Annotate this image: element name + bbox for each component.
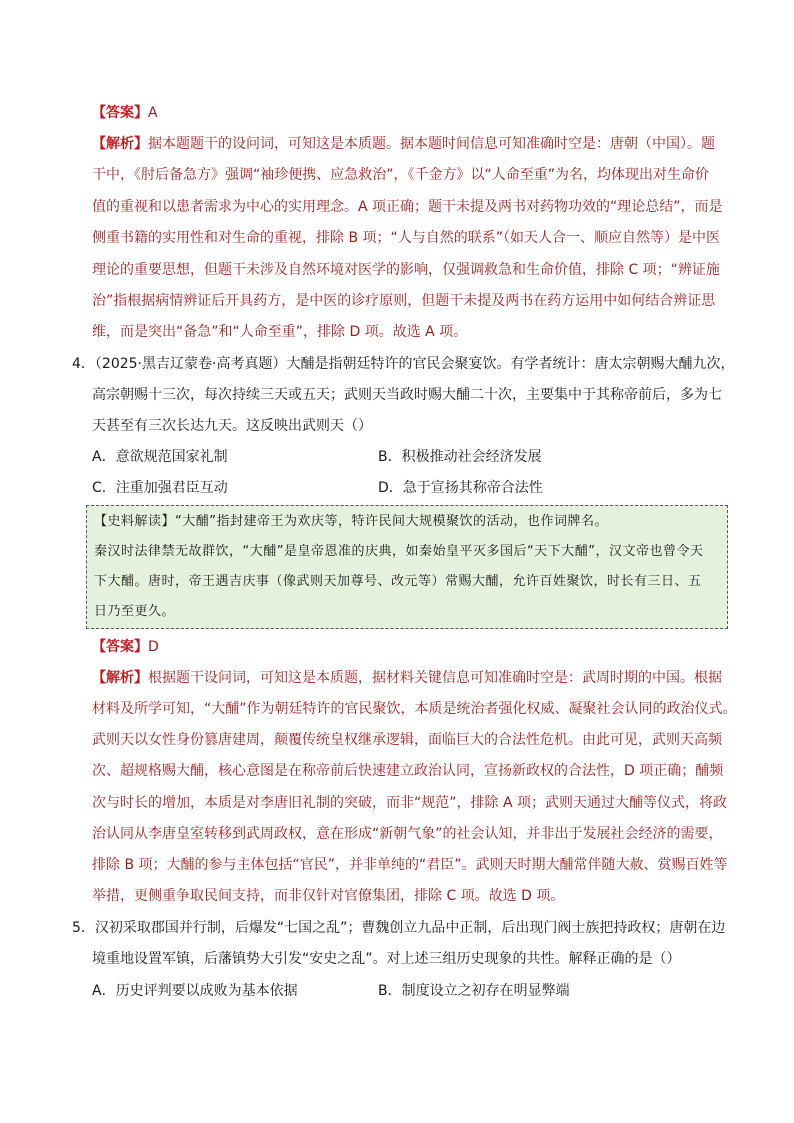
- analysis-2-line-5: 次与时长的增加，本质是对李唐旧礼制的突破，而非“规范”，排除 A 项；武则天通过大酺等仪式，将政: [92, 795, 727, 811]
- analysis-1-line-4: 侧重书籍的实用性和对生命的重视，排除 B 项；“人与自然的联系”（如天人合一、顺应自然等）是中医: [92, 230, 721, 246]
- question-5-line-2: 境重地设置军镇，后藩镇势大引发“安史之乱”。对上述三组历史现象的共性。解释正确的是（）: [92, 951, 681, 967]
- analysis-tag: 【解析】: [92, 136, 148, 152]
- question-5-option-a[interactable]: A．历史评判要以成败为基本依据: [92, 983, 298, 999]
- question-4-option-b[interactable]: B．积极推动社会经济发展: [378, 449, 542, 465]
- analysis-1-line-7: 维，而是突出“备急”和“人命至重”，排除 D 项。故选 A 项。: [92, 324, 468, 340]
- analysis-1-line-1: [92, 135, 715, 153]
- history-note-box: [86, 505, 728, 629]
- analysis-1-text: 据本题题干的设问词，可知这是本质题。据本题时间信息可知准确时空是：唐朝（中国）。题: [148, 136, 715, 152]
- question-4-stem: （2025·黑吉辽蒙卷·高考真题）大酺是指朝廷特许的官民会聚宴饮。有学者统计：唐太宗朝赐大酺九次，: [94, 356, 735, 372]
- question-number: 4．: [72, 356, 95, 372]
- answer-value: D: [148, 639, 159, 655]
- answer-tag: 【答案】: [92, 639, 148, 655]
- question-5-line-1: [72, 919, 725, 937]
- analysis-2-line-2: 材料及所学可知，“大酺”作为朝廷特许的官民聚饮，本质是统治者强化权威、凝聚社会认同的政治仪式。: [92, 701, 737, 717]
- history-note-line-4: 日乃至更久。: [94, 604, 176, 619]
- analysis-1-line-3: 值的重视和以患者需求为中心的实用理念。A 项正确；题干未提及两书对药物功效的“理论总结”，而是: [92, 199, 723, 215]
- question-number: 5．: [72, 920, 95, 936]
- question-4-option-c[interactable]: C．注重加强君臣互动: [92, 480, 228, 496]
- question-4-line-1: [72, 355, 734, 373]
- analysis-tag: 【解析】: [92, 670, 148, 686]
- history-note-line-2: 秦汉时法律禁无故群饮，“大酺”是皇帝恩准的庆典，如秦始皇平灭多国后“天下大酺”，汉文帝也曾令天: [94, 544, 704, 559]
- question-5-stem: 汉初采取郡国并行制，后爆发“七国之乱”；曹魏创立九品中正制，后出现门阀士族把持政权；唐朝在边: [94, 920, 726, 936]
- question-4-option-a[interactable]: A．意欲规范国家礼制: [92, 449, 228, 465]
- analysis-1-line-2: 干中，《肘后备急方》强调“袖珍便携、应急救治”，《千金方》以“人命至重”为名，均体现出对生命价: [92, 167, 710, 183]
- question-5-option-b[interactable]: B．制度设立之初存在明显弊端: [378, 983, 570, 999]
- analysis-1-line-5: 理论的重要思想，但题干未涉及自然环境对医学的影响，仅强调救急和生命价值，排除 C 项；“辨证施: [92, 262, 720, 278]
- analysis-2-line-3: 武则天以女性身份篡唐建周，颠覆传统皇权继承逻辑，面临巨大的合法性危机。由此可见，武则天高频: [92, 732, 722, 748]
- analysis-2-line-6: 治认同从李唐皇室转移到武周政权，意在形成“新朝气象”的社会认知，并非出于发展社会经济的需要，: [92, 826, 723, 842]
- question-4-option-d[interactable]: D．急于宣扬其称帝合法性: [378, 480, 543, 496]
- analysis-2-text: 根据题干设问词，可知这是本质题，据材料关键信息可知准确时空是：武周时期的中国。根据: [148, 670, 722, 686]
- analysis-2-line-1: [92, 669, 722, 687]
- analysis-2-line-7: 排除 B 项；大酺的参与主体包括“官民”，并非单纯的“君臣”。武则天时期大酺常伴随大赦、赏赐百姓等: [92, 857, 728, 873]
- answer-tag: 【答案】: [92, 105, 148, 121]
- history-note-line-3: 下大酺。唐时，帝王遇吉庆事（像武则天加尊号、改元等）常赐大酺，允许百姓聚饮，时长有三日、五: [94, 574, 702, 589]
- answer-2: [92, 638, 159, 656]
- question-4-line-2: 高宗朝赐十三次，每次持续三天或五天；武则天当政时赐大酺二十次，主要集中于其称帝前后，多为七: [92, 387, 722, 403]
- answer-value: A: [148, 105, 158, 121]
- history-note-line-1: 【史料解读】“大酺”指封建帝王为欢庆等，特许民间大规模聚饮的活动，也作词牌名。: [94, 514, 608, 529]
- question-4-line-3: 天甚至有三次长达九天。这反映出武则天（）: [92, 418, 372, 434]
- answer-1: [92, 104, 158, 122]
- analysis-2-line-4: 次、超规格赐大酺，核心意图是在称帝前后快速建立政治认同，宣扬新政权的合法性，D 项正确；酺频: [92, 763, 724, 779]
- analysis-2-line-8: 举措，更侧重争取民间支持，而非仅针对官僚集团，排除 C 项。故选 D 项。: [92, 888, 565, 904]
- analysis-1-line-6: 治”指根据病情辨证后开具药方，是中医的诊疗原则，但题干未提及两书在药方运用中如何结合辨证思: [92, 293, 716, 309]
